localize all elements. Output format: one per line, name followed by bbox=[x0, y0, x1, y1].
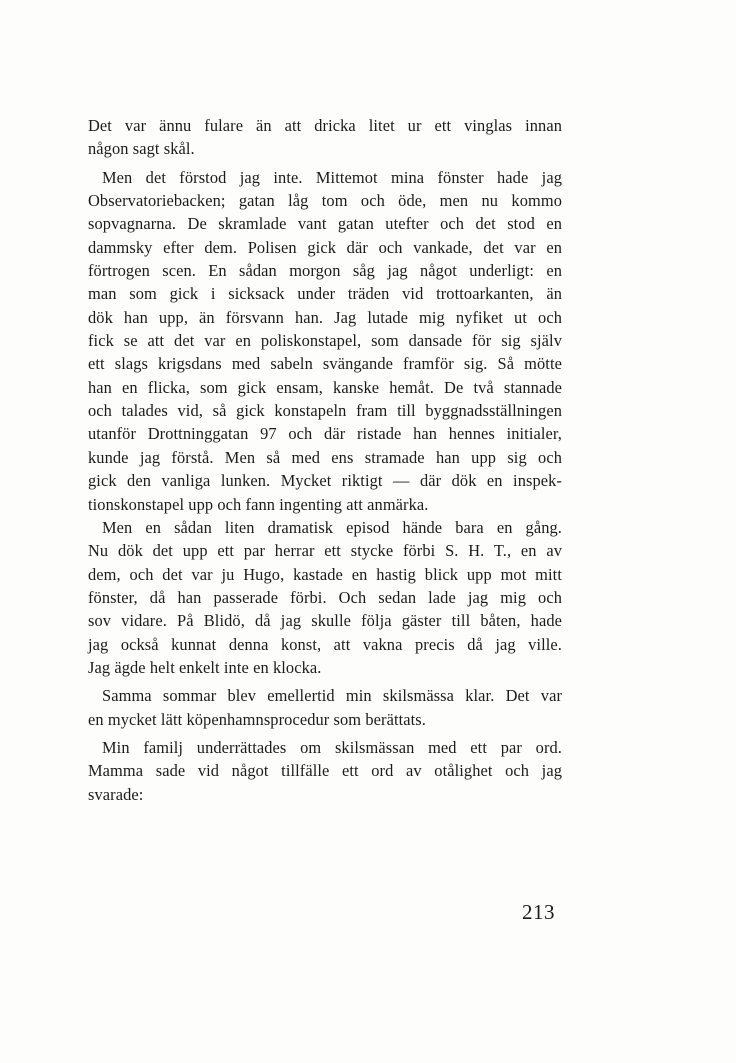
paragraph-3 bbox=[88, 516, 562, 679]
body-text bbox=[88, 114, 562, 806]
text-line: ett slags krigsdans med sabeln svängande framför sig. Så mötte bbox=[88, 354, 562, 374]
paragraph-4 bbox=[88, 684, 562, 731]
text-line: Men det förstod jag inte. Mittemot mina fönster hade jag bbox=[102, 167, 562, 187]
text-line: han en flicka, som gick ensam, kanske hemåt. De två stannade bbox=[88, 377, 562, 397]
text-line: Samma sommar blev emellertid min skilsmässa klar. Det var bbox=[102, 686, 562, 706]
paragraph-5 bbox=[88, 736, 562, 806]
text-line: tionskonstapel upp och fann ingenting att anmärka. bbox=[88, 494, 429, 514]
text-line: Observatoriebacken; gatan låg tom och öde, men nu kommo bbox=[88, 191, 562, 211]
text-line: någon sagt skål. bbox=[88, 139, 195, 159]
text-line: gick den vanliga lunken. Mycket riktigt — där dök en inspek- bbox=[88, 471, 562, 491]
text-line: man som gick i sicksack under träden vid trottoarkanten, än bbox=[88, 284, 562, 304]
text-line: dammsky efter dem. Polisen gick där och vankade, det var en bbox=[88, 237, 562, 257]
paragraph-1 bbox=[88, 114, 562, 161]
text-line: utanför Drottninggatan 97 och där ristade han hennes initialer, bbox=[88, 424, 562, 444]
text-line: kunde jag förstå. Men så med ens stramade han upp sig och bbox=[88, 447, 562, 467]
text-line: Mamma sade vid något tillfälle ett ord av otålighet och jag bbox=[88, 761, 562, 781]
text-line: och talades vid, så gick konstapeln fram till byggnadsställningen bbox=[88, 401, 562, 421]
text-line: Min familj underrättades om skilsmässan med ett par ord. bbox=[102, 737, 562, 757]
page-number: 213 bbox=[522, 900, 555, 924]
text-line: fönster, då han passerade förbi. Och sedan lade jag mig och bbox=[88, 587, 562, 607]
text-line: förtrogen scen. En sådan morgon såg jag något underligt: en bbox=[88, 261, 562, 281]
text-line: jag också kunnat denna konst, att vakna precis då jag ville. bbox=[88, 634, 562, 654]
text-line: Men en sådan liten dramatisk episod hände bara en gång. bbox=[102, 517, 562, 537]
text-line: Jag ägde helt enkelt inte en klocka. bbox=[88, 657, 322, 677]
text-line: Det var ännu fularе än att dricka litet ur ett vinglas innan bbox=[88, 116, 562, 135]
text-line: fick se att det var en poliskonstapel, som dansade för sig själv bbox=[88, 331, 562, 351]
text-line: sopvagnarna. De skramlade vant gatan utefter och det stod en bbox=[88, 214, 562, 234]
text-line: dök han upp, än försvann han. Jag lutade mig nyfiket ut och bbox=[88, 307, 562, 327]
paragraph-2 bbox=[88, 166, 562, 516]
text-line: Nu dök det upp ett par herrar ett stycke förbi S. H. T., en av bbox=[88, 541, 562, 561]
text-line: sov vidare. På Blidö, då jag skulle följa gäster till båten, hade bbox=[88, 611, 562, 631]
text-line: svarade: bbox=[88, 784, 144, 804]
text-line: en mycket lätt köpenhamnsprocedur som berättats. bbox=[88, 709, 426, 729]
text-line: dem, och det var ju Hugo, kastade en hastig blick upp mot mitt bbox=[88, 564, 562, 584]
